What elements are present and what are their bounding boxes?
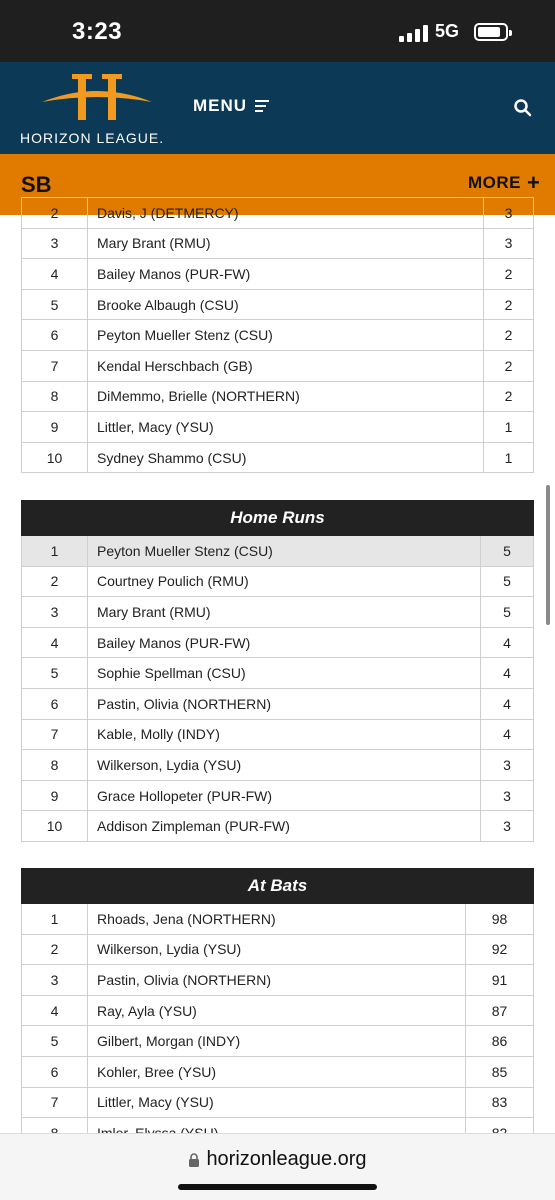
table-row: [22, 566, 534, 597]
rank-cell: 9: [22, 780, 88, 811]
stat-value-cell: 2: [484, 259, 534, 290]
rank-cell: 10: [22, 811, 88, 842]
stat-value-cell: 4: [481, 688, 534, 719]
rank-cell: 4: [22, 995, 88, 1026]
stat-value-cell: 92: [466, 934, 534, 965]
table-row: [22, 811, 534, 842]
rank-cell: 9: [22, 412, 88, 443]
hamburger-icon: [255, 100, 269, 112]
stat-value-cell: 3: [484, 228, 534, 259]
stat-value-cell: 3: [481, 780, 534, 811]
table-row: [22, 198, 534, 229]
rank-cell: 8: [22, 381, 88, 412]
page-scrollbar[interactable]: [546, 485, 550, 625]
leaders-table-previous: [21, 197, 534, 473]
rank-cell: 7: [22, 350, 88, 381]
stat-value-cell: 1: [484, 442, 534, 473]
table-row: [22, 904, 534, 935]
stat-value-cell: 2: [484, 381, 534, 412]
status-bar: [0, 0, 555, 62]
table-title: At Bats: [22, 869, 534, 904]
stat-value-cell: 3: [481, 750, 534, 781]
stat-value-cell: 2: [484, 320, 534, 351]
table-row: [22, 1087, 534, 1118]
rank-cell: 5: [22, 1026, 88, 1057]
player-name-cell: Kohler, Bree (YSU): [88, 1056, 466, 1087]
more-button[interactable]: [468, 170, 541, 195]
stat-value-cell: 5: [481, 566, 534, 597]
clock: 3:23: [72, 18, 123, 45]
menu-label: MENU: [193, 96, 248, 115]
at-bats-table: [21, 868, 534, 1149]
player-name-cell: Sydney Shammo (CSU): [88, 442, 484, 473]
stat-value-cell: 83: [466, 1087, 534, 1118]
stat-value-cell: 3: [481, 811, 534, 842]
rank-cell: 4: [22, 259, 88, 290]
player-name-cell: Gilbert, Morgan (INDY): [88, 1026, 466, 1057]
table-row: [22, 780, 534, 811]
player-name-cell: Littler, Macy (YSU): [88, 412, 484, 443]
player-name-cell: Davis, J (DETMERCY): [88, 198, 484, 229]
player-name-cell: DiMemmo, Brielle (NORTHERN): [88, 381, 484, 412]
logo-wordmark: HORIZON LEAGUE.: [20, 130, 165, 146]
rank-cell: 1: [22, 904, 88, 935]
player-name-cell: Brooke Albaugh (CSU): [88, 289, 484, 320]
rank-cell: 8: [22, 750, 88, 781]
site-header: [0, 62, 555, 154]
player-name-cell: Pastin, Olivia (NORTHERN): [88, 688, 481, 719]
table-row: [22, 381, 534, 412]
rank-cell: 2: [22, 198, 88, 229]
url-text: horizonleague.org: [206, 1148, 367, 1170]
table-row: [22, 995, 534, 1026]
rank-cell: 1: [22, 536, 88, 567]
rank-cell: 2: [22, 934, 88, 965]
rank-cell: 7: [22, 1087, 88, 1118]
rank-cell: 5: [22, 658, 88, 689]
table-row: [22, 719, 534, 750]
player-name-cell: Bailey Manos (PUR-FW): [88, 259, 484, 290]
player-name-cell: Addison Zimpleman (PUR-FW): [88, 811, 481, 842]
player-name-cell: Bailey Manos (PUR-FW): [88, 627, 481, 658]
player-name-cell: Wilkerson, Lydia (YSU): [88, 934, 466, 965]
table-row: [22, 750, 534, 781]
rank-cell: 6: [22, 320, 88, 351]
stat-value-cell: 87: [466, 995, 534, 1026]
stat-value-cell: 5: [481, 597, 534, 628]
stat-value-cell: 2: [484, 289, 534, 320]
stat-value-cell: 1: [484, 412, 534, 443]
table-row: [22, 627, 534, 658]
table-row: [22, 289, 534, 320]
table-row: [22, 934, 534, 965]
search-icon[interactable]: [513, 98, 533, 118]
table-row: [22, 658, 534, 689]
table-row: [22, 688, 534, 719]
home-runs-table: [21, 500, 534, 842]
stats-content[interactable]: [0, 204, 555, 1133]
horizon-league-logo[interactable]: [20, 72, 165, 148]
player-name-cell: Mary Brant (RMU): [88, 597, 481, 628]
player-name-cell: Rhoads, Jena (NORTHERN): [88, 904, 466, 935]
stat-value-cell: 4: [481, 627, 534, 658]
lock-icon: [188, 1153, 200, 1167]
player-name-cell: Littler, Macy (YSU): [88, 1087, 466, 1118]
table-row: [22, 1026, 534, 1057]
rank-cell: 7: [22, 719, 88, 750]
table-row: [22, 350, 534, 381]
rank-cell: 3: [22, 597, 88, 628]
more-label: MORE: [468, 173, 521, 192]
table-title: Home Runs: [22, 501, 534, 536]
stat-value-cell: 5: [481, 536, 534, 567]
table-row: [22, 228, 534, 259]
player-name-cell: Sophie Spellman (CSU): [88, 658, 481, 689]
address-field[interactable]: [0, 1148, 555, 1171]
player-name-cell: Kendal Herschbach (GB): [88, 350, 484, 381]
table-row: [22, 965, 534, 996]
table-row: [22, 1056, 534, 1087]
rank-cell: 5: [22, 289, 88, 320]
horizon-h-icon: [42, 72, 152, 128]
player-name-cell: Wilkerson, Lydia (YSU): [88, 750, 481, 781]
player-name-cell: Mary Brant (RMU): [88, 228, 484, 259]
sport-title: SB: [21, 172, 52, 197]
stat-value-cell: 3: [484, 198, 534, 229]
stat-value-cell: 4: [481, 658, 534, 689]
table-row: [22, 412, 534, 443]
stat-value-cell: 91: [466, 965, 534, 996]
rank-cell: 3: [22, 965, 88, 996]
player-name-cell: Grace Hollopeter (PUR-FW): [88, 780, 481, 811]
rank-cell: 10: [22, 442, 88, 473]
table-row: [22, 597, 534, 628]
rank-cell: 2: [22, 566, 88, 597]
player-name-cell: Courtney Poulich (RMU): [88, 566, 481, 597]
stat-value-cell: 85: [466, 1056, 534, 1087]
stat-value-cell: 86: [466, 1026, 534, 1057]
battery-icon: [474, 23, 508, 41]
table-row: [22, 259, 534, 290]
table-row: [22, 536, 534, 567]
menu-button[interactable]: [193, 96, 269, 116]
player-name-cell: Pastin, Olivia (NORTHERN): [88, 965, 466, 996]
rank-cell: 6: [22, 688, 88, 719]
stat-value-cell: 98: [466, 904, 534, 935]
stat-value-cell: 4: [481, 719, 534, 750]
stat-value-cell: 2: [484, 350, 534, 381]
home-indicator[interactable]: [178, 1184, 377, 1190]
table-row: [22, 320, 534, 351]
browser-url-bar: [0, 1133, 555, 1200]
rank-cell: 3: [22, 228, 88, 259]
rank-cell: 4: [22, 627, 88, 658]
player-name-cell: Peyton Mueller Stenz (CSU): [88, 320, 484, 351]
player-name-cell: Kable, Molly (INDY): [88, 719, 481, 750]
plus-icon: +: [527, 170, 541, 195]
network-type: 5G: [435, 21, 460, 41]
player-name-cell: Peyton Mueller Stenz (CSU): [88, 536, 481, 567]
table-row: [22, 442, 534, 473]
cellular-signal-icon: [399, 24, 429, 42]
player-name-cell: Ray, Ayla (YSU): [88, 995, 466, 1026]
rank-cell: 6: [22, 1056, 88, 1087]
